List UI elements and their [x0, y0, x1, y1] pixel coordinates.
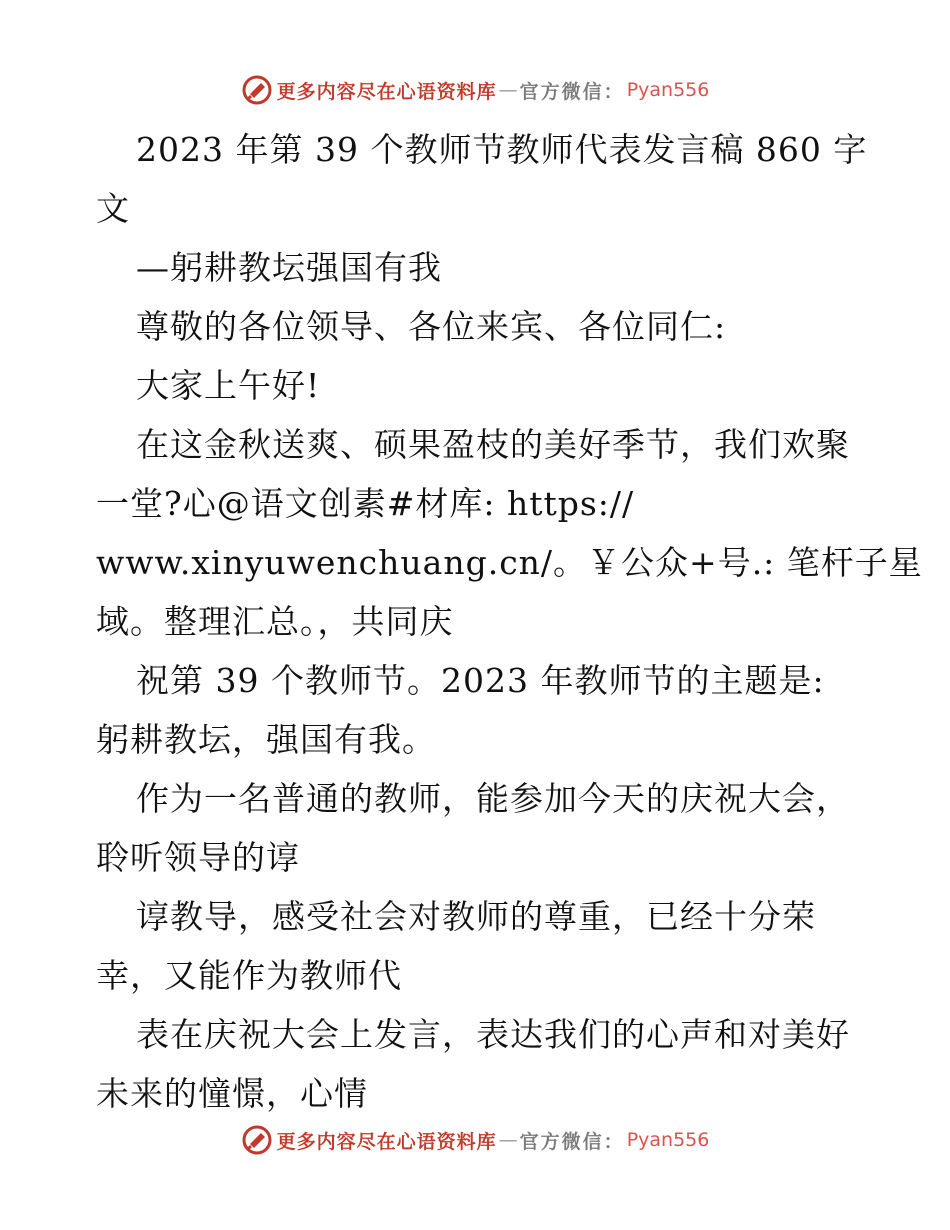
banner-wechat-id: Pyan556 — [626, 1129, 710, 1151]
document-body — [96, 120, 923, 1123]
logo-icon — [241, 1124, 273, 1156]
footer-banner — [0, 1120, 950, 1160]
paragraph-line: 表在庆祝大会上发言，表达我们的心声和对美好 — [136, 1015, 850, 1054]
greeting: 大家上午好! — [136, 366, 321, 405]
paragraph-line: www.xinyuwenchuang.cn/。￥公众+号.: 笔杆子星 — [96, 543, 923, 582]
paragraph-line: 幸，又能作为教师代 — [96, 956, 402, 995]
logo-icon — [241, 74, 273, 106]
document-subtitle: —躬耕教坛强国有我 — [136, 248, 442, 287]
paragraph-line: 聆听领导的谆 — [96, 838, 300, 877]
paragraph-line: 谆教导，感受社会对教师的尊重，已经十分荣 — [136, 897, 816, 936]
banner-dash: — — [498, 1129, 518, 1151]
paragraph-line: 未来的憧憬，心情 — [96, 1074, 368, 1113]
paragraph-line: 作为一名普通的教师，能参加今天的庆祝大会， — [136, 779, 850, 818]
paragraph-line: 祝第 39 个教师节。2023 年教师节的主题是: — [136, 661, 825, 700]
paragraph-line: 躬耕教坛，强国有我。 — [96, 720, 436, 759]
header-banner — [0, 70, 950, 110]
banner-text: 更多内容尽在心语资料库 — [276, 1130, 497, 1153]
banner-text: 更多内容尽在心语资料库 — [276, 80, 497, 103]
paragraph-line: 在这金秋送爽、硕果盈枝的美好季节，我们欢聚 — [136, 425, 850, 464]
banner-wechat-label: 官方微信： — [519, 1130, 625, 1153]
paragraph-line: 一堂?心@语文创素#材库: https:// — [96, 484, 635, 523]
salutation: 尊敬的各位领导、各位来宾、各位同仁: — [136, 307, 727, 346]
paragraph-line: 域。整理汇总。，共同庆 — [96, 602, 454, 641]
document-title: 2023 年第 39 个教师节教师代表发言稿 860 字 — [136, 130, 868, 169]
banner-wechat-label: 官方微信： — [519, 80, 625, 103]
document-title-continued: 文 — [96, 189, 130, 228]
banner-dash: — — [498, 79, 518, 101]
banner-wechat-id: Pyan556 — [626, 79, 710, 101]
